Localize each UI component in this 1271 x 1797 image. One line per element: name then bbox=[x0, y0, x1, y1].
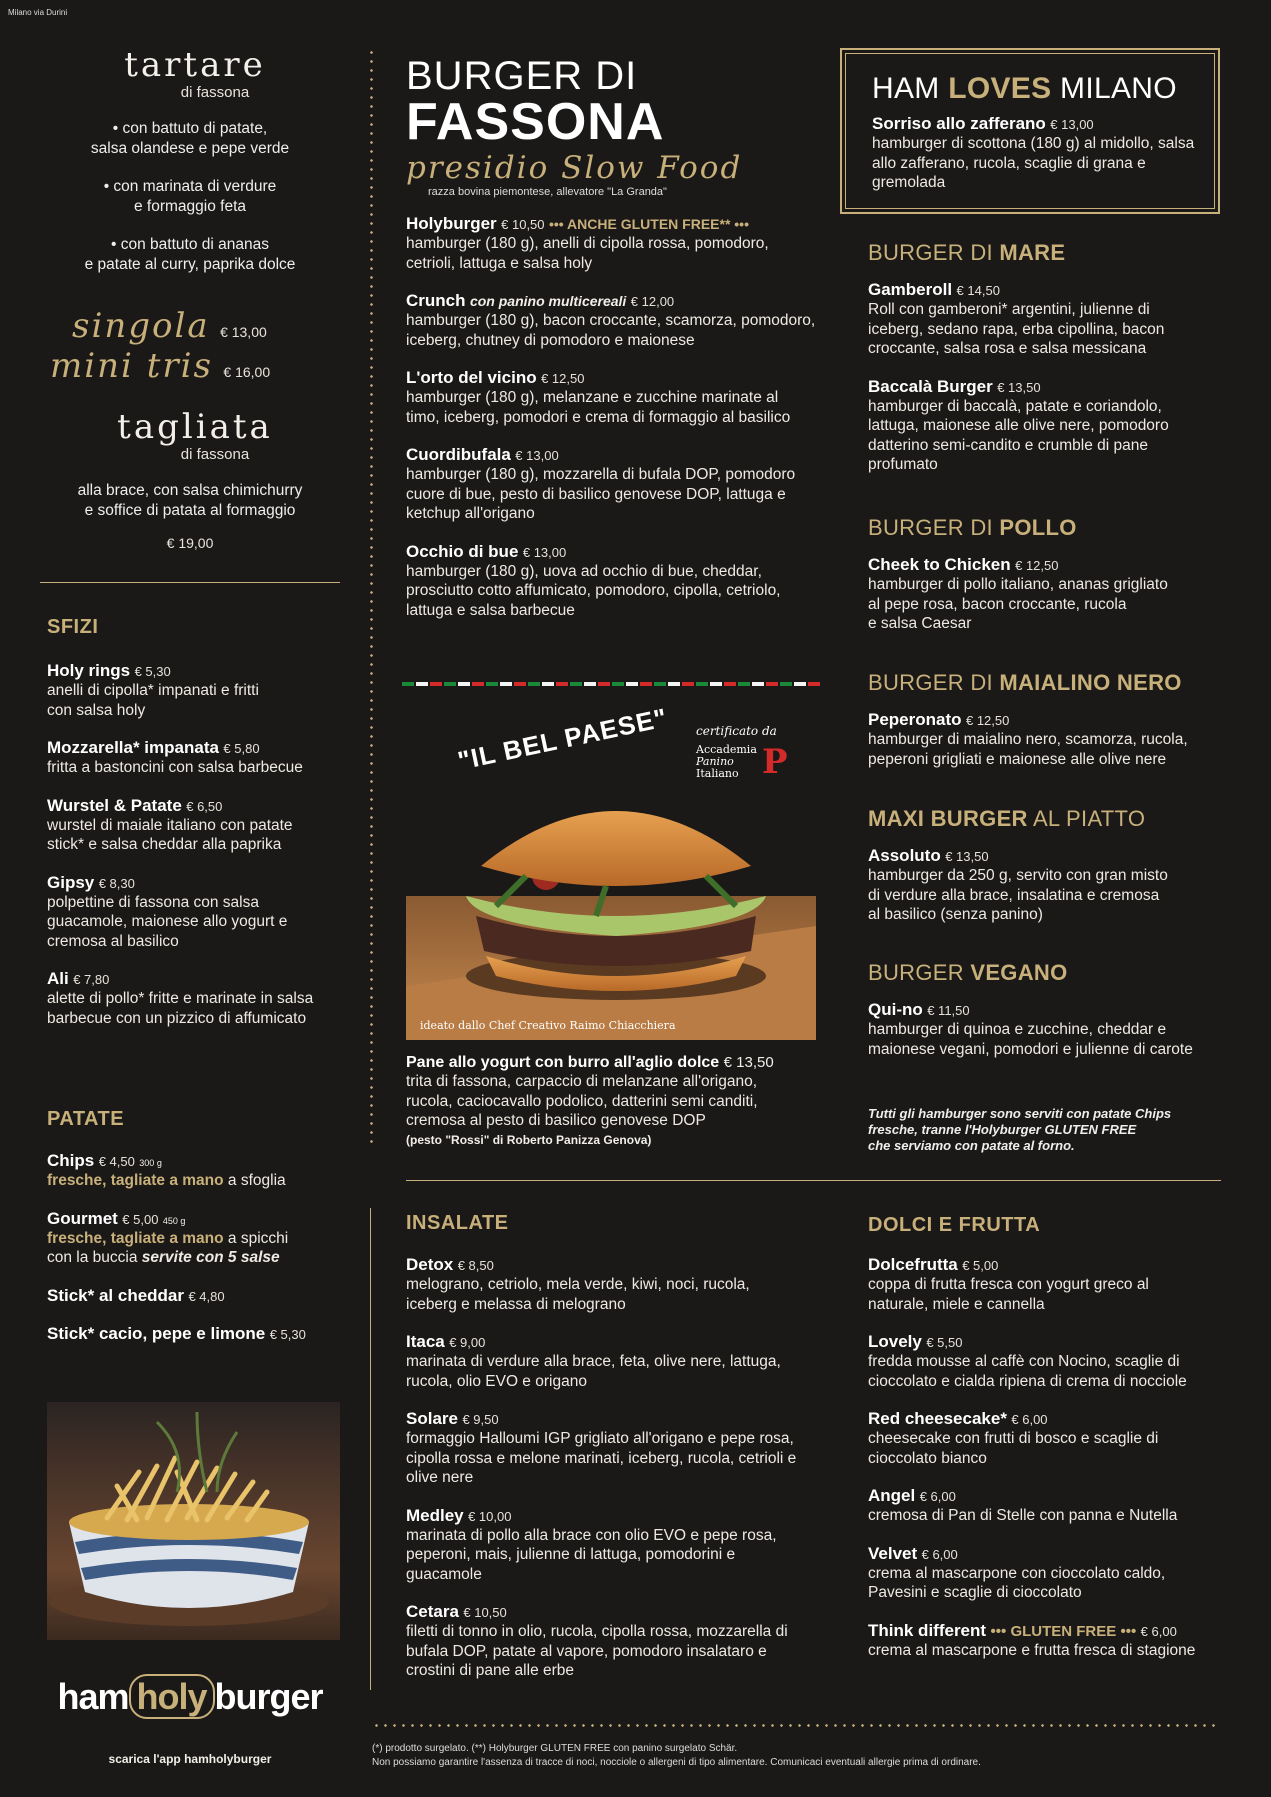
menu-item: Holyburger € 10,50 ••• ANCHE GLUTEN FREE** ••• hamburger (180 g), anelli di cipolla rossa, pomodoro, cetrioli, lattuga e salsa holy bbox=[406, 214, 769, 272]
menu-item: Itaca € 9,00 marinata di verdure alla brace, feta, olive nere, lattuga, rucola, olio EVO e origano bbox=[406, 1332, 781, 1390]
italian-flag-divider bbox=[402, 682, 820, 686]
vegano-heading: BURGER VEGANO bbox=[868, 960, 1068, 985]
column-divider bbox=[370, 1208, 371, 1690]
menu-item: Medley € 10,00 marinata di pollo alla brace con olio EVO e pepe rosa, peperoni, mais, julienne di lattuga, pomodorini e guacamole bbox=[406, 1505, 777, 1583]
fries-photo bbox=[47, 1402, 340, 1640]
menu-item: Cuordibufala € 13,00 hamburger (180 g), mozzarella di bufala DOP, pomodoro cuore di bue, pesto di basilico genovese DOP, lattuga e ketchup all'origano bbox=[406, 445, 796, 522]
tagliata-desc: alla brace, con salsa chimichurry e soffice di patata al formaggio bbox=[77, 482, 303, 519]
menu-item: Velvet € 6,00 crema al mascarpone con cioccolato caldo, Pavesini e scaglie di cioccolato bbox=[868, 1543, 1166, 1601]
fassona-title-line2: FASSONA bbox=[406, 93, 665, 151]
mare-section bbox=[868, 240, 1208, 475]
dolci-section bbox=[868, 1214, 1228, 1660]
footer-divider bbox=[372, 1724, 1220, 1727]
fassona-subtitle: razza bovina piemontese, allevatore "La Granda" bbox=[428, 186, 667, 198]
menu-item: Mozzarella* impanata € 5,80 fritta a bastoncini con salsa barbecue bbox=[47, 738, 303, 776]
fassona-list bbox=[406, 214, 826, 620]
insalate-section bbox=[406, 1212, 816, 1681]
singola-price: € 13,00 bbox=[220, 324, 267, 340]
tris-row bbox=[50, 346, 270, 386]
dolci-heading: DOLCI E FRUTTA bbox=[868, 1214, 1041, 1236]
sfizi-heading: SFIZI bbox=[47, 616, 99, 638]
fassona-title-line1: BURGER DI bbox=[406, 54, 638, 98]
accademia-logo: Accademia Panino Italiano bbox=[696, 743, 757, 780]
menu-item: Gourmet € 5,00 450 g fresche, tagliate a mano a spicchi con la buccia servite con 5 salse bbox=[47, 1208, 289, 1266]
menu-item: Cetara € 10,50 filetti di tonno in olio, rucola, cipolla rossa, mozzarella di bufala DOP, patate al vapore, pomodoro insalataro e crostini di pane alle erbe bbox=[406, 1602, 788, 1679]
slow-food-label: presidio Slow Food bbox=[406, 150, 743, 186]
sfizi-section bbox=[47, 616, 347, 1028]
patate-heading: PATATE bbox=[47, 1108, 125, 1130]
menu-item: Lovely € 5,50 fredda mousse al caffè con Nocino, scaglie di cioccolato e cialda ripiena di crema di nocciole bbox=[868, 1332, 1187, 1390]
menu-item: Red cheesecake* € 6,00 cheesecake con frutti di bosco e scaglie di cioccolato bianco bbox=[868, 1409, 1159, 1467]
maxi-section bbox=[868, 806, 1208, 925]
chef-caption: ideato dallo Chef Creativo Raimo Chiacchiera bbox=[420, 1019, 676, 1032]
menu-item: Cheek to Chicken € 12,50 hamburger di pollo italiano, ananas grigliato al pepe rosa, bacon croccante, rucola e salsa Caesar bbox=[868, 555, 1168, 632]
location-label: Milano via Durini bbox=[8, 8, 68, 17]
menu-item: Ali € 7,80 alette di pollo* fritte e marinate in salsa barbecue con un pizzico di affumicato bbox=[47, 969, 314, 1027]
menu-item: Gipsy € 8,30 polpettine di fassona con salsa guacamole, maionese allo yogurt e cremosa al basilico bbox=[47, 872, 288, 950]
tartare-section bbox=[40, 45, 340, 275]
insalate-heading: INSALATE bbox=[406, 1212, 509, 1234]
menu-item: Stick* al cheddar € 4,80 bbox=[47, 1285, 225, 1305]
pollo-heading: BURGER DI POLLO bbox=[868, 515, 1077, 540]
maialino-section bbox=[868, 670, 1208, 769]
tagliata-section bbox=[40, 407, 340, 551]
tagliata-price: € 19,00 bbox=[166, 535, 214, 551]
bel-paese-item: Pane allo yogurt con burro all'aglio dolce € 13,50 trita di fassona, carpaccio di melanzane all'origano, rucola, caciocavallo podolico, datterini semi canditi, cremosa al pesto di basilico genovese DOP (pesto "Rossi" di Roberto Panizza Genova) bbox=[406, 1054, 774, 1147]
patate-section bbox=[47, 1108, 357, 1344]
app-download-text[interactable]: scarica l'app hamholyburger bbox=[108, 1752, 272, 1766]
menu-item: Peperonato € 12,50 hamburger di maialino nero, scamorza, rucola, peperoni grigliati e maionese alle olive nere bbox=[868, 710, 1188, 768]
menu-item: Holy rings € 5,30 anelli di cipolla* impanati e fritti con salsa holy bbox=[47, 661, 259, 719]
bel-paese-headline: "IL BEL PAESE" bbox=[455, 702, 671, 776]
menu-item: Stick* cacio, pepe e limone € 5,30 bbox=[47, 1323, 306, 1343]
tartare-subtitle: di fassona bbox=[180, 84, 250, 101]
tris-price: € 16,00 bbox=[223, 364, 271, 380]
menu-item: Wurstel & Patate € 6,50 wurstel di maiale italiano con patate stick* e salsa cheddar alla paprika bbox=[47, 795, 293, 853]
divider bbox=[406, 1180, 1221, 1181]
menu-item: Dolcefrutta € 5,00 coppa di frutta fresca con yogurt greco al naturale, miele e cannella bbox=[868, 1255, 1149, 1313]
tartare-option: • con battuto di patate, salsa olandese e pepe verde bbox=[90, 120, 290, 157]
tagliata-subtitle: di fassona bbox=[180, 446, 250, 463]
menu-item: Baccalà Burger € 13,50 hamburger di baccalà, patate e coriandolo, lattuga, maionese alle olive nere, pomodoro datterino semi-candito e crumble di pane profumato bbox=[868, 376, 1169, 473]
menu-item: Qui-no € 11,50 hamburger di quinoa e zucchine, cheddar e maionese vegani, pomodori e julienne di carote bbox=[868, 1000, 1193, 1058]
menu-item: Gamberoll € 14,50 Roll con gamberoni* argentini, julienne di iceberg, sedano rapa, erba cipollina, bacon croccante, salsa rosa e salsa messicana bbox=[868, 280, 1165, 357]
vegano-section bbox=[868, 960, 1218, 1059]
menu-item: L'orto del vicino € 12,50 hamburger (180 g), melanzane e zucchine marinate al timo, iceberg, pomodori e crema di formaggio al basilico bbox=[406, 368, 791, 426]
menu-item: Solare € 9,50 formaggio Halloumi IGP grigliato all'origano e pepe rosa, cipolla rossa e melone marinati, iceberg, rucola, cetrioli e olive nere bbox=[406, 1409, 797, 1486]
ham-loves-title: HAM LOVES MILANO bbox=[872, 72, 1177, 105]
column-divider bbox=[370, 48, 373, 1148]
accademia-p-icon: P bbox=[762, 742, 788, 782]
singola-row bbox=[72, 306, 267, 346]
tris-label: mini tris bbox=[50, 346, 213, 386]
menu-item: Detox € 8,50 melograno, cetriolo, mela verde, kiwi, noci, rucola, iceberg e melassa di melograno bbox=[406, 1255, 750, 1313]
menu-item: Occhio di bue € 13,00 hamburger (180 g), uova ad occhio di bue, cheddar, prosciutto cotto affumicato, pomodoro, cipolla, cetriolo, lattuga e salsa barbecue bbox=[406, 541, 781, 619]
ham-loves-box: HAM LOVES MILANO Sorriso allo zafferano € 13,00 hamburger di scottona (180 g) al midollo, salsa allo zafferano, rucola, scaglie di grana e gremolada bbox=[840, 48, 1220, 214]
burger-illustration bbox=[406, 766, 816, 1040]
tartare-option: • con battuto di ananas e patate al curry, paprika dolce bbox=[84, 236, 296, 273]
fries-bowl-illustration bbox=[47, 1402, 340, 1640]
fassona-header bbox=[406, 56, 742, 198]
mare-heading: BURGER DI MARE bbox=[868, 240, 1066, 265]
maialino-heading: BURGER DI MAIALINO NERO bbox=[868, 670, 1182, 695]
menu-item: Think different ••• GLUTEN FREE ••• € 6,00 crema al mascarpone e frutta fresca di stagione bbox=[868, 1620, 1196, 1659]
menu-item: Chips € 4,50 300 g fresche, tagliate a mano a sfoglia bbox=[47, 1151, 286, 1189]
menu-item: Angel € 6,00 cremosa di Pan di Stelle con panna e Nutella bbox=[868, 1486, 1178, 1524]
tartare-title: tartare bbox=[124, 45, 266, 85]
singola-label: singola bbox=[72, 306, 210, 346]
certified-label: certificato da bbox=[696, 724, 777, 738]
tagliata-title: tagliata bbox=[117, 407, 273, 447]
menu-item: Crunch con panino multicereali € 12,00 hamburger (180 g), bacon croccante, scamorza, pomodoro, iceberg, chutney di pomodoro e maionese bbox=[406, 291, 816, 349]
divider bbox=[40, 582, 340, 583]
brand-logo: ham holy burger bbox=[57, 1676, 323, 1717]
maxi-heading: MAXI BURGER AL PIATTO bbox=[868, 806, 1146, 831]
footer-notes: (*) prodotto surgelato. (**) Holyburger GLUTEN FREE con panino surgelato Schär. Non possiamo garantire l'assenza di tracce di noci, nocciole o allergeni di tipo alimentare. Comunicaci eventuali allergie prima di ordinare. bbox=[372, 1743, 981, 1768]
pollo-section bbox=[868, 515, 1208, 634]
bel-paese-photo bbox=[406, 702, 816, 1040]
tartare-option: • con marinata di verdure e formaggio feta bbox=[103, 178, 277, 215]
menu-item: Assoluto € 13,50 hamburger da 250 g, servito con gran misto di verdure alla brace, insalatina e cremosa al basilico (senza panino) bbox=[868, 846, 1168, 923]
burger-note: Tutti gli hamburger sono serviti con patate Chips fresche, tranne l'Holyburger GLUTEN FREE che serviamo con patate al forno. bbox=[868, 1106, 1172, 1153]
